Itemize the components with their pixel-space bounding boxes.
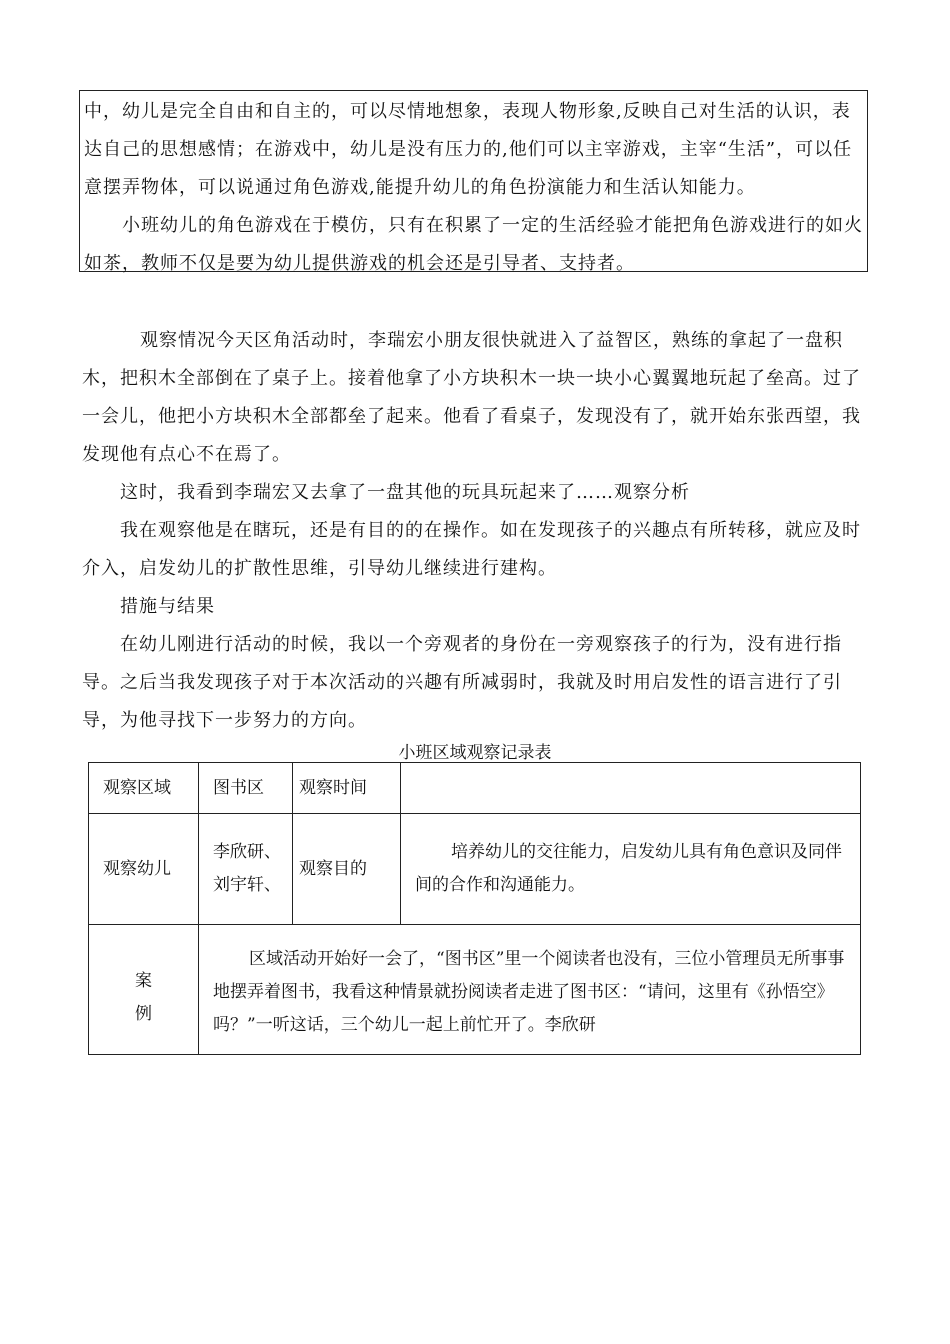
label-case-line-1: 案 [135,970,152,991]
observation-paragraph-2: 这时，我看到李瑞宏又去拿了一盘其他的玩具玩起来了……观察分析 [120,482,690,503]
label-purpose: 观察目的 [293,814,401,925]
value-purpose: 培养幼儿的交往能力，启发幼儿具有角色意识及同伴间的合作和沟通能力。 [401,814,861,925]
measures-heading: 措施与结果 [120,596,215,617]
label-time: 观察时间 [293,763,401,814]
observation-paragraph: 观察情况今天区角活动时，李瑞宏小朋友很快就进入了益智区，熟练的拿起了一盘积木，把积木全部倒在了桌子上。接着他拿了小方块积木一块一块小心翼翼地玩起了垒高。过了一会儿，他把小方块积木全部都垒了起来。他看了看桌子，发现没有了，就开始东张西望，我发现他有点心不在焉了。 [82,330,861,465]
label-children: 观察幼儿 [89,814,199,925]
table-caption: 小班区域观察记录表 [398,743,552,763]
table-row [89,925,861,1055]
body-text [82,322,872,740]
box-paragraph-1: 中，幼儿是完全自由和自主的，可以尽情地想象，表现人物形象,反映自己对生活的认识，表达自己的思想感情；在游戏中，幼儿是没有压力的,他们可以主宰游戏，主宰“生活”，可以任意摆弄物体，可以说通过角色游戏,能提升幼儿的角色扮演能力和生活认知能力。 [84,101,853,198]
bordered-text-box [79,90,868,272]
value-children: 李欣研、刘宇轩、 [199,814,293,925]
measures-paragraph: 在幼儿刚进行活动的时候，我以一个旁观者的身份在一旁观察孩子的行为，没有进行指导。之后当我发现孩子对于本次活动的兴趣有所减弱时，我就及时用启发性的语言进行了引导，为他寻找下一步努力的方向。 [82,634,842,731]
analysis-paragraph: 我在观察他是在瞎玩，还是有目的的在操作。如在发现孩子的兴趣点有所转移，就应及时介入，启发幼儿的扩散性思维，引导幼儿继续进行建构。 [82,520,861,579]
label-area: 观察区域 [89,763,199,814]
value-area: 图书区 [199,763,293,814]
table-row [89,763,861,814]
value-case: 区域活动开始好一会了，“图书区”里一个阅读者也没有，三位小管理员无所事事地摆弄着图书，我看这种情景就扮阅读者走进了图书区：“请问，这里有《孙悟空》吗？”一听这话，三个幼儿一起上前忙开了。李欣研 [199,925,861,1055]
table-row [89,814,861,925]
label-case [89,925,199,1055]
label-case-line-2: 例 [135,1003,152,1024]
value-time [401,763,861,814]
observation-record-table [88,762,861,1055]
box-paragraph-2: 小班幼儿的角色游戏在于模仿，只有在积累了一定的生活经验才能把角色游戏进行的如火如茶，教师不仅是要为幼儿提供游戏的机会还是引导者、支持者。 [84,215,863,274]
